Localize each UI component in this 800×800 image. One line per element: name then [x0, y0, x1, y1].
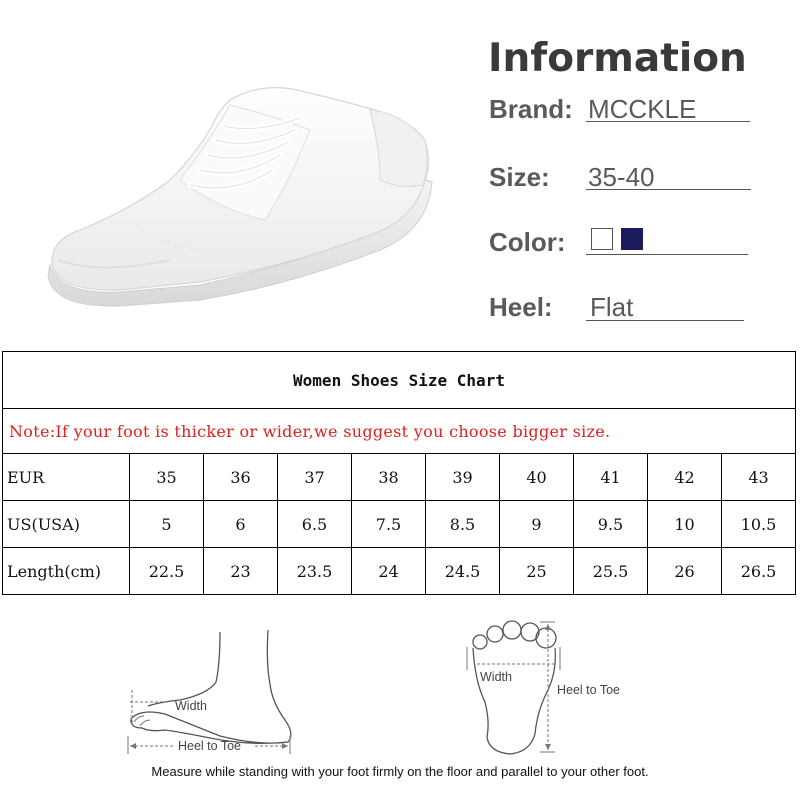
table-cell: 38 — [352, 454, 426, 501]
size-value: 35-40 — [588, 162, 655, 192]
table-cell: 7.5 — [352, 501, 426, 548]
heel-underline — [586, 320, 744, 321]
table-cell: 35 — [130, 454, 204, 501]
table-cell: 6.5 — [278, 501, 352, 548]
table-cell: 5 — [130, 501, 204, 548]
table-cell: 23.5 — [278, 548, 352, 595]
row-label: EUR — [3, 454, 130, 501]
table-cell: 41 — [574, 454, 648, 501]
foot-top-diagram — [455, 612, 655, 762]
heel-value: Flat — [590, 292, 634, 322]
color-underline — [586, 254, 748, 255]
brand-value: MCCKLE — [588, 94, 697, 124]
table-cell: 10.5 — [722, 501, 796, 548]
table-row-length — [3, 548, 796, 595]
size-label: Size: — [489, 162, 550, 192]
heel-label: Heel: — [489, 292, 553, 322]
table-cell: 26.5 — [722, 548, 796, 595]
table-cell: 9 — [500, 501, 574, 548]
size-chart-table — [2, 351, 796, 595]
table-cell: 22.5 — [130, 548, 204, 595]
table-cell: 25 — [500, 548, 574, 595]
width-label: Width — [175, 699, 207, 713]
foot-side-diagram — [120, 624, 310, 764]
table-cell: 42 — [648, 454, 722, 501]
color-swatch-navy[interactable] — [621, 228, 643, 250]
table-cell: 24.5 — [426, 548, 500, 595]
size-underline — [586, 189, 751, 190]
table-cell: 39 — [426, 454, 500, 501]
table-cell: 23 — [204, 548, 278, 595]
table-cell: 6 — [204, 501, 278, 548]
table-cell: 37 — [278, 454, 352, 501]
color-label: Color: — [489, 227, 566, 257]
measure-instruction: Measure while standing with your foot firmly on the floor and parallel to your other foot. — [151, 764, 649, 779]
row-label: US(USA) — [3, 501, 130, 548]
foot-top-outline-icon — [473, 621, 556, 754]
table-cell: 10 — [648, 501, 722, 548]
table-cell: 40 — [500, 454, 574, 501]
table-cell: 8.5 — [426, 501, 500, 548]
row-label: Length(cm) — [3, 548, 130, 595]
table-cell: 24 — [352, 548, 426, 595]
table-cell: 36 — [204, 454, 278, 501]
width-label-top: Width — [480, 670, 512, 684]
table-cell: 43 — [722, 454, 796, 501]
heel-to-toe-label-top: Heel to Toe — [557, 683, 621, 697]
info-title: Information — [488, 36, 747, 81]
size-chart-note: Note:If your foot is thicker or wider,we suggest you choose bigger size. — [3, 409, 796, 454]
table-cell: 26 — [648, 548, 722, 595]
brand-underline — [586, 121, 750, 122]
size-chart-title: Women Shoes Size Chart — [3, 352, 796, 409]
table-cell: 9.5 — [574, 501, 648, 548]
sneaker-image — [40, 70, 460, 310]
foot-side-outline-icon — [131, 630, 291, 743]
table-row-eur — [3, 454, 796, 501]
color-swatch-white[interactable] — [591, 228, 613, 250]
table-row-us — [3, 501, 796, 548]
heel-to-toe-label: Heel to Toe — [178, 739, 242, 753]
brand-label: Brand: — [489, 94, 573, 124]
table-cell: 25.5 — [574, 548, 648, 595]
